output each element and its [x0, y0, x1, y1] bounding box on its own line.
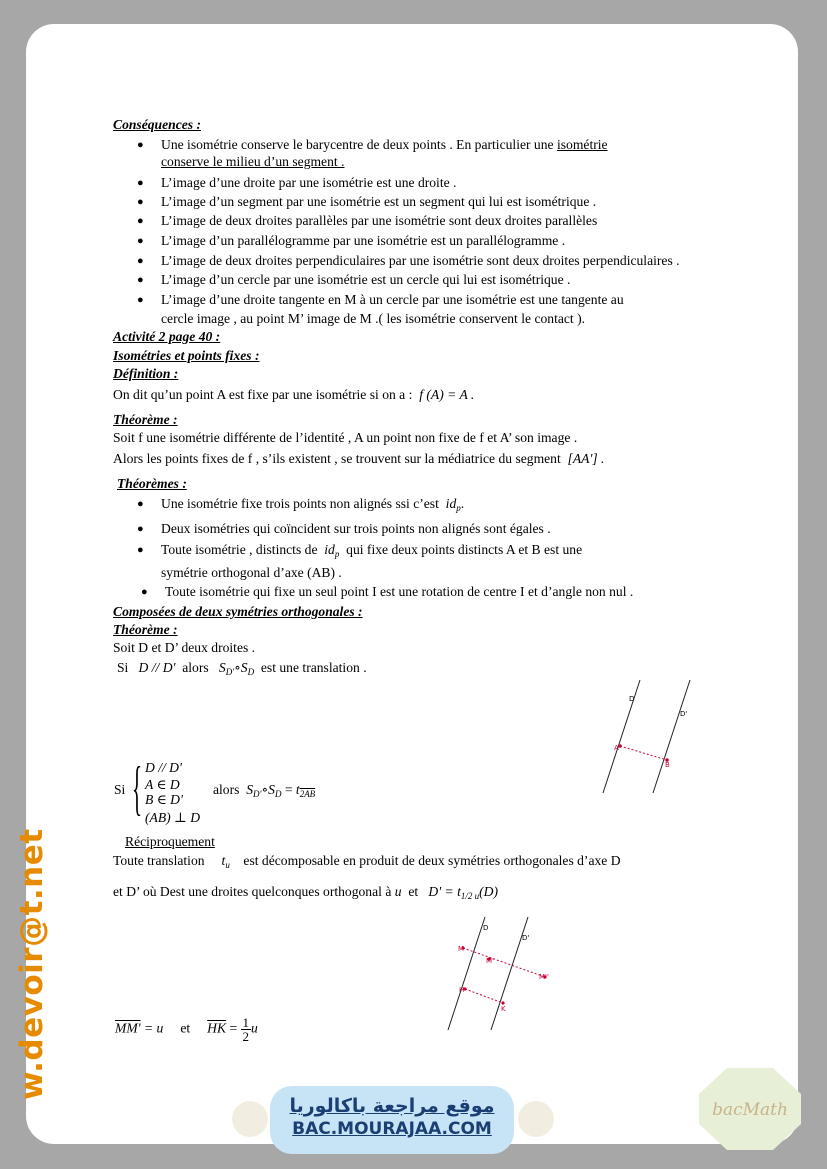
consequence-item: L’image d’un parallélogramme par une isométrie est un parallélogramme . [161, 233, 566, 248]
label-D: D [483, 924, 489, 932]
bullet: ● [137, 215, 144, 227]
label-D-prime: D' [522, 934, 530, 942]
bullet: ● [137, 498, 144, 510]
consequence-item-cont: conserve le milieu d’un segment . [161, 154, 345, 169]
label-M-second: M'' [539, 973, 549, 981]
theorem-line: Alors les points fixes de f , s’ils existent , se trouvent sur la médiatrice du segment [AA'] . [113, 451, 605, 466]
bullet: ● [137, 294, 144, 306]
bullet: ● [137, 139, 144, 151]
reciprocal-line: et D’ où Dest une droites quelconques orthogonal à u et $D' = t_{1/2 u}(D)$ [113, 884, 498, 901]
site-banner[interactable] [270, 1086, 514, 1154]
left-logo-icon [232, 1101, 268, 1137]
label-H: H [459, 986, 465, 994]
system-line: D // D' [145, 760, 182, 775]
banner-site[interactable]: BAC.MOURAJAA.COM [292, 1119, 492, 1139]
bullet: ● [137, 255, 144, 267]
label-A: A [614, 744, 619, 752]
system-line: B ∈ D' [145, 792, 183, 807]
activity-heading: Activité 2 page 40 : [113, 329, 221, 344]
consequence-item: L’image d’un segment par une isométrie est un segment qui lui est isométrique . [161, 194, 597, 209]
label-D: D [629, 695, 635, 703]
badge-text: bacMath [712, 1100, 788, 1120]
theorem-item: Toute isométrie qui fixe un seul point I est une rotation de centre I et d’angle non nul . [165, 584, 634, 599]
consequence-item: Une isométrie conserve le barycentre de deux points . En particulier une isométrie [161, 137, 608, 152]
reciprocal-heading: Réciproquement [125, 834, 215, 849]
consequences-heading: Conséquences : [113, 117, 201, 132]
theorem-heading: Théorème : [113, 412, 178, 427]
segment-HK [465, 989, 503, 1003]
theorem-item: Une isométrie fixe trois points non alignés ssi c’est $id_p$. [161, 496, 465, 513]
bullet: ● [137, 177, 144, 189]
fixed-points-heading: Isométries et points fixes : [113, 348, 260, 363]
label-B: B [665, 761, 670, 769]
composition-condition: Si D // D' alors $S_{D'}\circ S_D$ est une translation . [117, 660, 367, 677]
segment-AB [620, 746, 667, 760]
label-K: K [501, 1005, 506, 1013]
line-D [603, 680, 640, 793]
bullet: ● [137, 544, 144, 556]
bullet: ● [137, 196, 144, 208]
figure-parallel-lines [595, 678, 705, 798]
theorem-item-cont: symétrie orthogonal d’axe (AB) . [161, 565, 342, 580]
system-line: (AB) ⊥ D [145, 810, 201, 825]
bacmath-badge [697, 1066, 803, 1152]
label-M: M [458, 945, 465, 953]
composition-line: Soit D et D’ deux droites . [113, 640, 256, 655]
bullet: ● [137, 523, 144, 535]
banner-arabic[interactable]: موقع مراجعة باكالوريا [289, 1095, 495, 1117]
vector-relations: MM' = u et $\overline{HK}$ = $\frac{1}{2}$ u [115, 1015, 258, 1044]
line-D [448, 917, 485, 1030]
label-M-prime: M' [486, 957, 494, 965]
figure-translation [445, 915, 565, 1035]
system-line: A ∈ D [145, 777, 180, 792]
bullet: ● [137, 235, 144, 247]
bullet: ● [137, 274, 144, 286]
right-logo-icon [518, 1101, 554, 1137]
bullet: ● [141, 586, 148, 598]
system-conclusion: alors $S_{D'}\circ S_D = t_{2AB}$ [213, 782, 316, 799]
definition-text: On dit qu’un point A est fixe par une isométrie si on a : f (A) = A . [113, 387, 475, 402]
consequence-item: L’image de deux droites parallèles par une isométrie sont deux droites parallèles [161, 213, 598, 228]
watermark: w.devoir@t.net [14, 828, 50, 1100]
line-D-prime [653, 680, 690, 793]
composition-theorem-heading: Théorème : [113, 622, 178, 637]
fraction-half: $\frac{1}{2}$ [242, 1015, 250, 1044]
system-brace: { [132, 755, 143, 821]
theorem-item: Toute isométrie , distincts de $id_p$ qui fixe deux points distincts A et B est une [161, 542, 583, 559]
system-si: Si [114, 782, 126, 797]
theorem-line: Soit f une isométrie différente de l’identité , A un point non fixe de f et A’ son image . [113, 430, 578, 445]
consequence-item: L’image de deux droites perpendiculaires par une isométrie sont deux droites perpendiculaires . [161, 253, 680, 268]
consequence-item-cont: cercle image , au point M’ image de M .( les isométrie conservent le contact ). [161, 311, 586, 326]
consequence-item: L’image d’une droite par une isométrie est une droite . [161, 175, 457, 190]
reciprocal-line: Toute translation $t_u$ est décomposable en produit de deux symétries orthogonales d’axe D [113, 853, 621, 870]
definition-heading: Définition : [113, 366, 179, 381]
segment-MM [463, 948, 545, 977]
composition-heading: Composées de deux symétries orthogonales : [113, 604, 363, 619]
theorems-heading: Théorèmes : [117, 476, 187, 491]
consequence-item: L’image d’une droite tangente en M à un cercle par une isométrie est une tangente au [161, 292, 624, 307]
consequence-item: L’image d’un cercle par une isométrie est un cercle qui lui est isométrique . [161, 272, 571, 287]
theorem-item: Deux isométries qui coïncident sur trois points non alignés sont égales . [161, 521, 551, 536]
label-D-prime: D' [680, 710, 688, 718]
